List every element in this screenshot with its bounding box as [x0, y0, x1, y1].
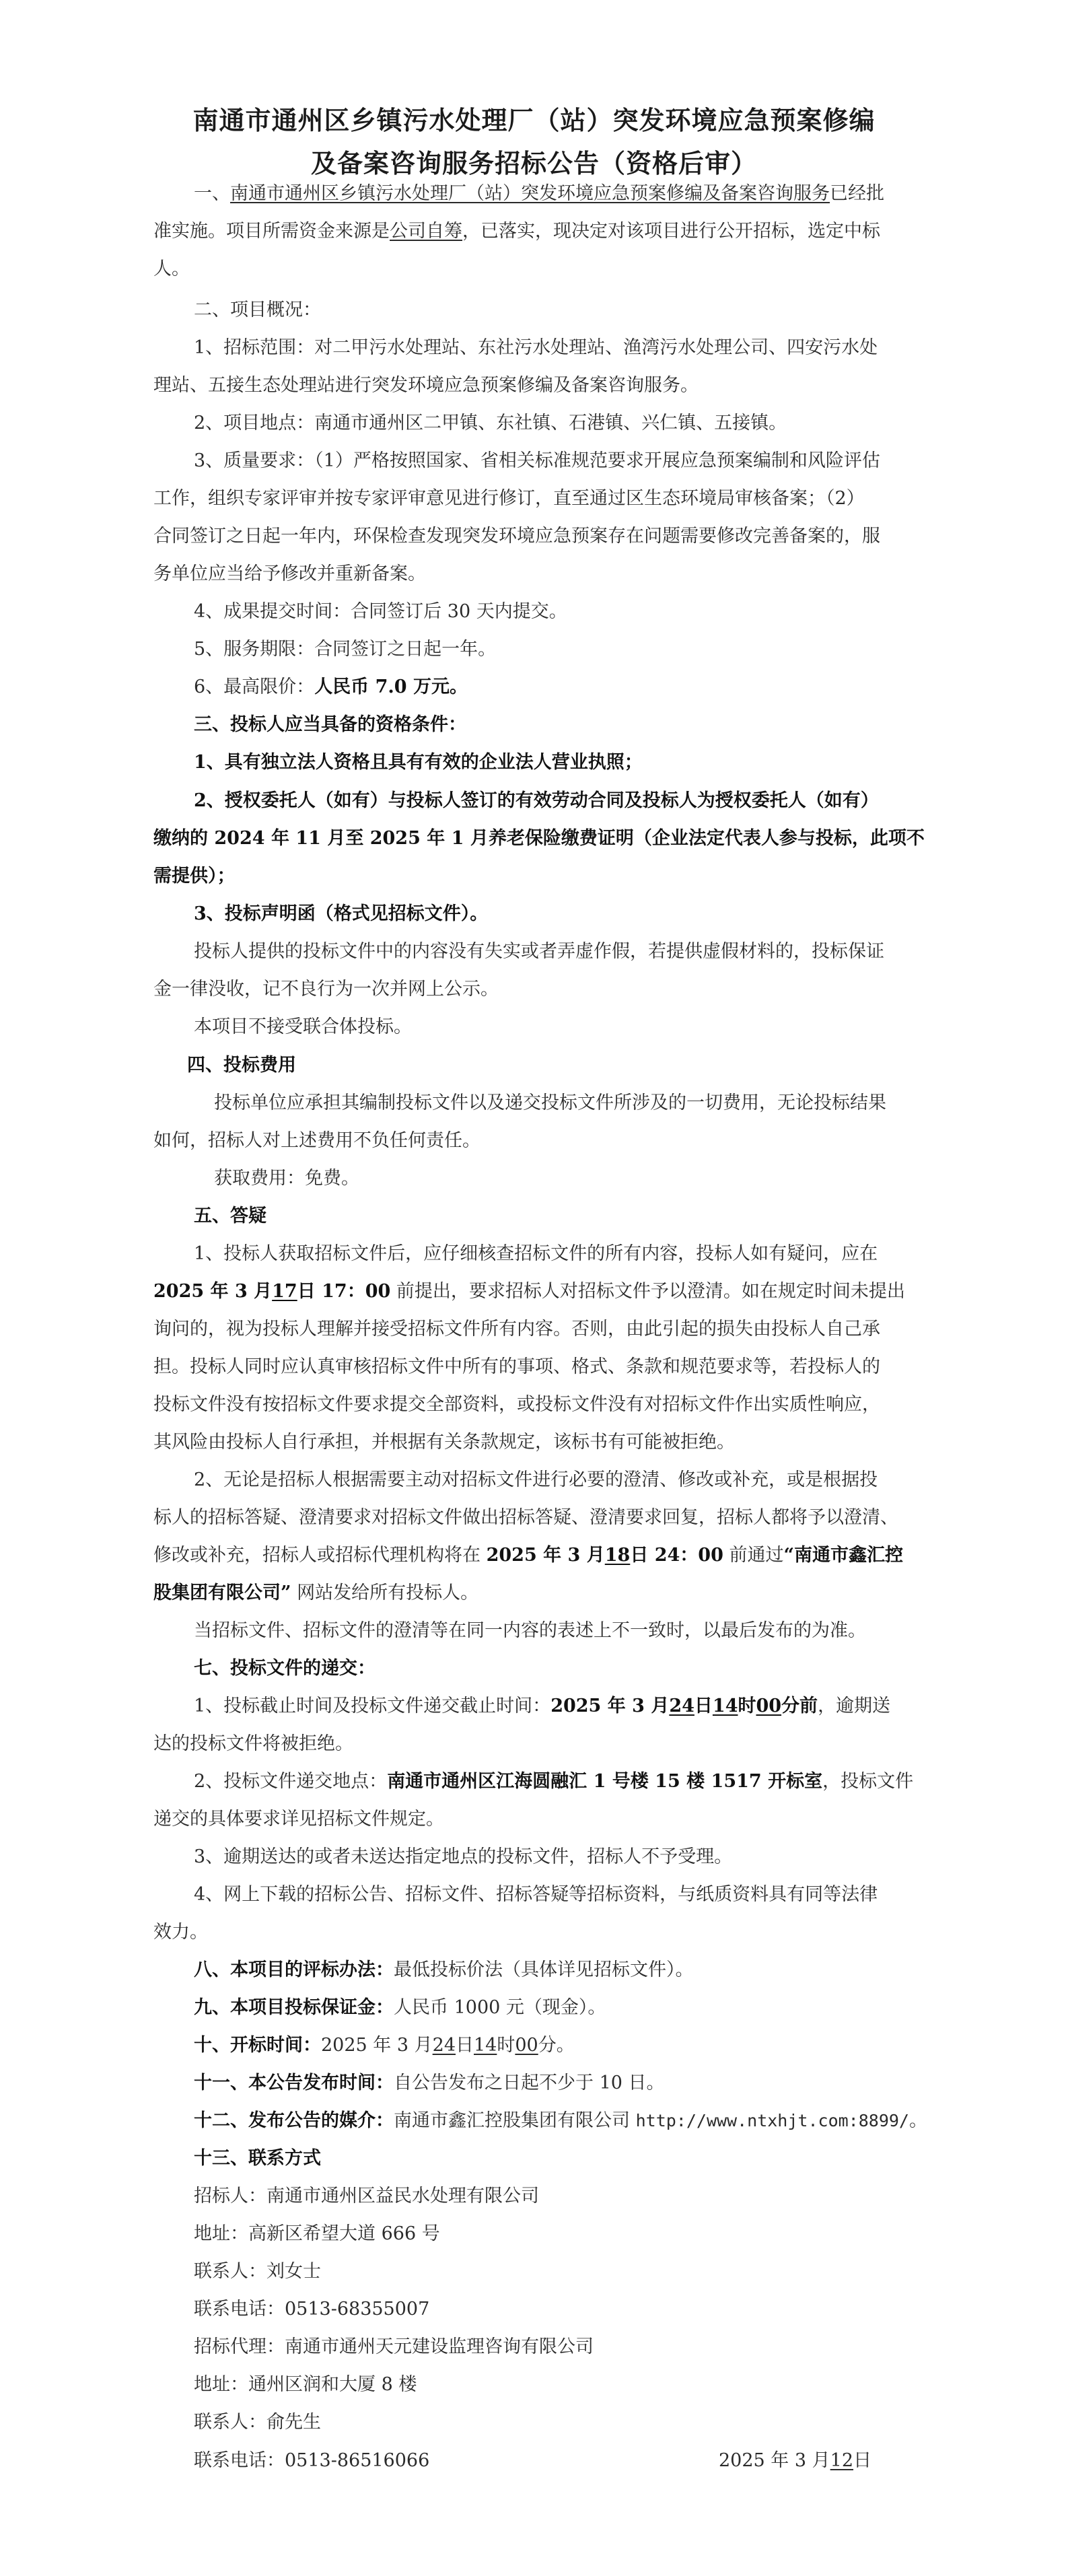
tenderer-address: 地址：高新区希望大道 666 号 — [194, 2223, 440, 2244]
s2-item4: 4、成果提交时间：合同签订后 30 天内提交。 — [194, 601, 567, 622]
s2-item1-line1: 1、招标范围：对二甲污水处理站、东社污水处理站、渔湾污水处理公司、四安污水处 — [194, 337, 878, 358]
s3-para-line1: 投标人提供的投标文件中的内容没有失实或者弄虚作假，若提供虚假材料的，投标保证 — [194, 941, 884, 962]
s7-p1-line2: 达的投标文件将被拒绝。 — [153, 1733, 353, 1754]
agent-phone: 联系电话：0513-86516066 — [194, 2450, 430, 2471]
title-line-2: 及备案咨询服务招标公告（资格后审） — [310, 148, 757, 178]
s4-line2: 如何，招标人对上述费用不负任何责任。 — [153, 1130, 480, 1151]
media-url-link[interactable]: http://www.ntxhjt.com:8899/ — [635, 2111, 909, 2130]
s3-item2-line1: 2、授权委托人（如有）与投标人签订的有效劳动合同及投标人为授权委托人（如有） — [194, 790, 879, 811]
section-2-heading: 二、项目概况： — [194, 300, 321, 320]
clarify-deadline-day: 17 — [272, 1281, 297, 1302]
notice-date: 2025 年 3 月12日 — [719, 2450, 871, 2471]
s3-item2-line3: 需提供）； — [153, 866, 236, 886]
section-8: 八、本项目的评标办法：最低投标价法（具体详见招标文件）。 — [194, 1959, 694, 1980]
s3-para-line2: 金一律没收，记不良行为一次并网上公示。 — [153, 979, 499, 1000]
section-10: 十、开标时间：2025 年 3 月24日14时00分。 — [194, 2035, 575, 2056]
section-4-heading: 四、投标费用 — [187, 1055, 296, 1076]
s2-item1-line2: 理站、五接生态处理站进行突发环境应急预案修编及备案咨询服务。 — [153, 375, 699, 396]
intro-line-2: 准实施。项目所需资金来源是公司自筹，已落实，现决定对该项目进行公开招标，选定中标 — [153, 221, 880, 242]
s5-p1-line5: 投标文件没有按招标文件要求提交全部资料，或投标文件没有对招标文件作出实质性响应， — [153, 1394, 880, 1415]
tenderer-contact: 联系人：刘女士 — [194, 2261, 321, 2282]
s3-item2-line2: 缴纳的 2024 年 11 月至 2025 年 1 月养老保险缴费证明（企业法定代表人参与投标，此项不 — [153, 828, 925, 849]
s5-p1-line4: 担。投标人同时应认真审核招标文件中所有的事项、格式、条款和规范要求等，若投标人的 — [153, 1356, 880, 1377]
agent-address: 地址：通州区润和大厦 8 楼 — [194, 2374, 417, 2395]
section-13-heading: 十三、联系方式 — [194, 2148, 321, 2169]
tenderer-phone: 联系电话：0513-68355007 — [194, 2299, 430, 2320]
section-9: 九、本项目投标保证金：人民币 1000 元（现金）。 — [194, 1997, 606, 2018]
s2-item3-line3: 合同签订之日起一年内，环保检查发现突发环境应急预案存在问题需要修改完善备案的，服 — [153, 526, 880, 547]
tenderer-name: 招标人：南通市通州区益民水处理有限公司 — [194, 2186, 539, 2206]
max-price: 人民币 7.0 万元。 — [314, 676, 468, 697]
fund-source: 公司自筹 — [390, 221, 462, 242]
s5-p1-line2: 2025 年 3 月17日 17：00 前提出，要求招标人对招标文件予以澄清。如在规定时间未提出 — [153, 1281, 905, 1302]
s5-p2-line1: 2、无论是招标人根据需要主动对招标文件进行必要的澄清、修改或补充，或是根据投 — [194, 1469, 878, 1490]
submission-location: 南通市通州区江海圆融汇 1 号楼 15 楼 1517 开标室 — [387, 1771, 823, 1792]
s4-line1: 投标单位应承担其编制投标文件以及递交投标文件所涉及的一切费用，无论投标结果 — [214, 1092, 886, 1113]
section-12: 十二、发布公告的媒介：南通市鑫汇控股集团有限公司 http://www.ntxhjt.com:8899/。 — [194, 2110, 927, 2131]
s7-p1-line1: 1、投标截止时间及投标文件递交截止时间：2025 年 3 月24日14时00分前，逾期送 — [194, 1696, 891, 1716]
project-name: 南通市通州区乡镇污水处理厂（站）突发环境应急预案修编及备案咨询服务 — [230, 183, 830, 204]
s7-p2-line2: 递交的具体要求详见招标文件规定。 — [153, 1809, 444, 1830]
s4-fee: 获取费用：免费。 — [214, 1168, 359, 1189]
title-line-1: 南通市通州区乡镇污水处理厂（站）突发环境应急预案修编 — [192, 105, 876, 135]
s5-p2-line3: 修改或补充，招标人或招标代理机构将在 2025 年 3 月18日 24：00 前通过“南通市鑫汇控 — [153, 1545, 903, 1566]
s5-p1-line3: 询问的，视为投标人理解并接受招标文件所有内容。否则，由此引起的损失由投标人自己承 — [153, 1319, 880, 1339]
s2-item3-line2: 工作，组织专家评审并按专家评审意见进行修订，直至通过区生态环境局审核备案；（2） — [153, 488, 865, 509]
s5-p2-line2: 标人的招标答疑、澄清要求对招标文件做出招标答疑、澄清要求回复，招标人都将予以澄清、 — [153, 1507, 898, 1528]
s7-p4-line2: 效力。 — [153, 1922, 208, 1943]
section-3-heading: 三、投标人应当具备的资格条件： — [194, 714, 466, 735]
s5-p1-line6: 其风险由投标人自行承担，并根据有关条款规定，该标书有可能被拒绝。 — [153, 1432, 735, 1453]
agent-contact: 联系人：俞先生 — [194, 2412, 321, 2433]
s2-item6: 6、最高限价：人民币 7.0 万元。 — [194, 676, 468, 697]
section-7-heading: 七、投标文件的递交： — [194, 1658, 376, 1679]
s2-item3-line1: 3、质量要求：（1）严格按照国家、省相关标准规范要求开展应急预案编制和风险评估 — [194, 450, 880, 471]
s7-p2-line1: 2、投标文件递交地点：南通市通州区江海圆融汇 1 号楼 15 楼 1517 开标室，投标文件 — [194, 1771, 914, 1792]
intro-line-1: 一、南通市通州区乡镇污水处理厂（站）突发环境应急预案修编及备案咨询服务已经批 — [194, 183, 884, 204]
s2-item2: 2、项目地点：南通市通州区二甲镇、东社镇、石港镇、兴仁镇、五接镇。 — [194, 413, 787, 433]
s5-p1-line1: 1、投标人获取招标文件后，应仔细核查招标文件的所有内容，投标人如有疑问，应在 — [194, 1243, 878, 1264]
s3-item3: 3、投标声明函（格式见招标文件）。 — [194, 903, 489, 924]
s3-consortium: 本项目不接受联合体投标。 — [194, 1016, 412, 1037]
s2-item5: 5、服务期限：合同签订之日起一年。 — [194, 639, 497, 660]
s7-p4-line1: 4、网上下载的招标公告、招标文件、招标答疑等招标资料，与纸质资料具有同等法律 — [194, 1884, 878, 1905]
reply-deadline-day: 18 — [604, 1545, 631, 1566]
s3-item1: 1、具有独立法人资格且具有有效的企业法人营业执照； — [194, 752, 643, 773]
s2-item3-line4: 务单位应当给予修改并重新备案。 — [153, 563, 426, 584]
s5-p2-line4: 股集团有限公司” 网站发给所有投标人。 — [153, 1582, 479, 1603]
s5-p3: 当招标文件、招标文件的澄清等在同一内容的表述上不一致时，以最后发布的为准。 — [194, 1620, 866, 1641]
agent-name: 招标代理：南通市通州天元建设监理咨询有限公司 — [194, 2336, 594, 2357]
section-5-heading: 五、答疑 — [194, 1206, 266, 1226]
s7-p3: 3、逾期送达的或者未送达指定地点的投标文件，招标人不予受理。 — [194, 1846, 733, 1867]
section-11: 十一、本公告发布时间：自公告发布之日起不少于 10 日。 — [194, 2073, 665, 2093]
intro-line-3: 人。 — [153, 258, 190, 279]
